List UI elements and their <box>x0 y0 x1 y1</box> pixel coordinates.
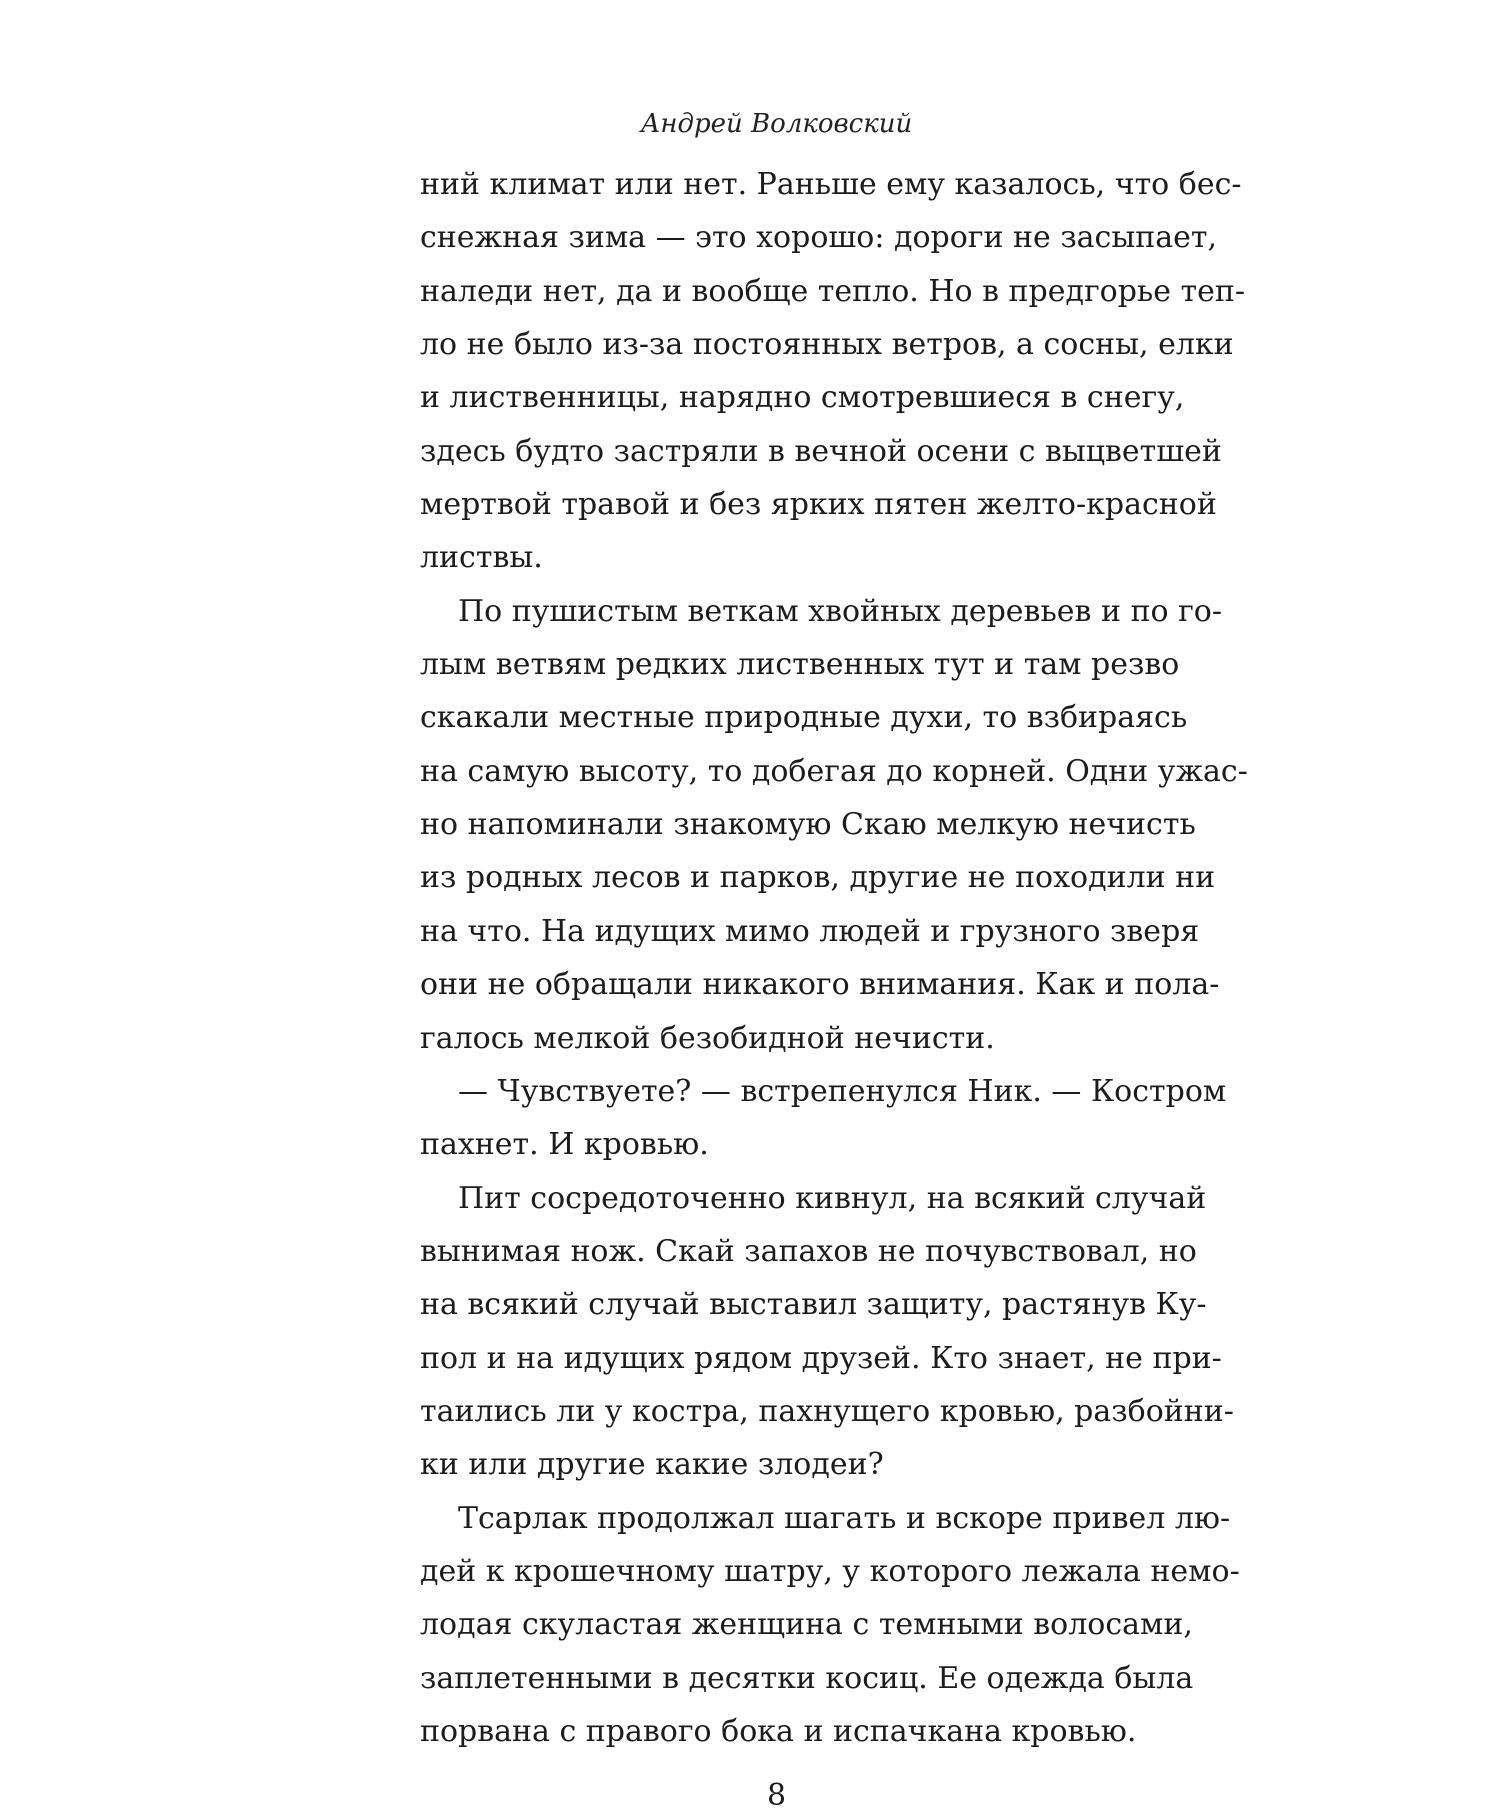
text-line: дей к крошечному шатру, у которого лежала немо- <box>420 1553 1240 1589</box>
text-line: но напоминали знакомую Скаю мелкую нечисть <box>420 807 1196 843</box>
text-line: Тсарлак продолжал шагать и вскоре привел лю- <box>458 1500 1231 1536</box>
text-line: ний климат или нет. Раньше ему казалось, что бес- <box>420 167 1242 202</box>
text-line: таились ли у костра, пахнущего кровью, разбойни- <box>420 1393 1234 1429</box>
text-line: ки или другие какие злодеи? <box>420 1447 884 1483</box>
text-line: пол и на идущих рядом друзей. Кто знает, не при- <box>420 1340 1222 1376</box>
running-head-author: Андрей Волковский <box>640 109 913 139</box>
text-line: ло не было из-за постоянных ветров, а сосны, елки <box>420 327 1234 363</box>
page-number: 8 <box>766 1778 787 1813</box>
text-line: порвана с правого бока и испачкана кровью. <box>420 1713 1137 1749</box>
text-line: наледи нет, да и вообще тепло. Но в предгорье теп- <box>420 273 1246 309</box>
text-line: лодая скуластая женщина с темными волосами, <box>420 1607 1193 1643</box>
text-line: снежная зима — это хорошо: дороги не засыпает, <box>420 220 1218 256</box>
text-line: листвы. <box>420 540 543 576</box>
text-line: — Чувствуете? — встрепенулся Ник. — Костром <box>458 1073 1227 1109</box>
text-line: и лиственницы, нарядно смотревшиеся в снегу, <box>420 380 1185 416</box>
text-line: вынимая нож. Скай запахов не почувствовал, но <box>420 1233 1197 1269</box>
text-line: мертвой травой и без ярких пятен желто-красной <box>420 487 1217 523</box>
text-line: По пушистым веткам хвойных деревьев и по го- <box>458 593 1223 629</box>
text-line: они не обращали никакого внимания. Как и пола- <box>420 967 1220 1003</box>
text-line: Пит сосредоточенно кивнул, на всякий случай <box>458 1180 1207 1216</box>
text-line: на самую высоту, то добегая до корней. Одни ужас- <box>420 753 1248 789</box>
text-line: галось мелкой безобидной нечисти. <box>420 1020 995 1056</box>
text-line: здесь будто застряли в вечной осени с выцветшей <box>420 433 1222 469</box>
body-text <box>420 158 1248 1758</box>
text-line: лым ветвям редких лиственных тут и там резво <box>420 647 1180 683</box>
text-line: на всякий случай выставил защиту, растянув Ку- <box>420 1287 1207 1323</box>
text-line: заплетенными в десятки косиц. Ее одежда была <box>420 1660 1194 1696</box>
text-line: скакали местные природные духи, то взбираясь <box>420 700 1188 736</box>
text-line: на что. На идущих мимо людей и грузного зверя <box>420 913 1200 949</box>
text-line: пахнет. И кровью. <box>420 1127 709 1163</box>
text-line: из родных лесов и парков, другие не походили ни <box>420 860 1216 896</box>
